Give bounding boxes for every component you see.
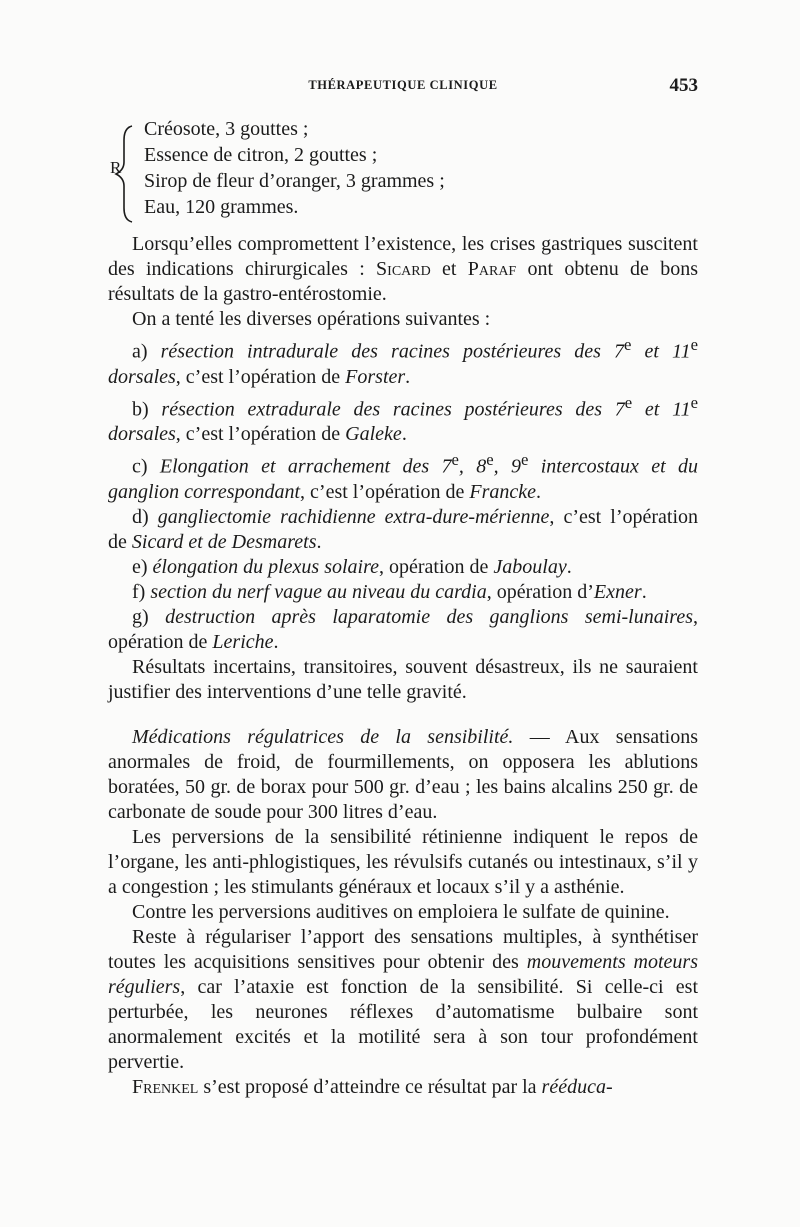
- paragraph-surgical-indications: Lorsqu’elles compromettent l’existence, les crises gastriques suscitent des indications chirurgicales : Sicard et Paraf ont obtenu de bons résultats de la gastro-entérostomie.: [108, 233, 699, 305]
- body-text: [108, 232, 698, 1100]
- paragraph-sensitivity-medications: Médications régulatrices de la sensibilité. — Aux sensations anormales de froid, de fourmillements, on opposera les ablutions boratées, 50 gr. de borax pour 500 gr. d’eau ; les bains alcalins 250 gr. de carbonate de soude pour 300 litres d’eau.: [108, 725, 698, 823]
- author-name: Frenkel: [132, 1075, 199, 1098]
- running-title: THÉRAPEUTIQUE CLINIQUE: [308, 78, 498, 92]
- prescription-line: Créosote, 3 gouttes ;: [144, 118, 309, 140]
- page-header: [108, 75, 698, 100]
- paragraph-frenkel: Frenkel s’est proposé d’atteindre ce résultat par la rééduca-: [132, 1075, 613, 1098]
- prescription-line: Sirop de fleur d’oranger, 3 grammes ;: [144, 170, 445, 192]
- operation-item: f) section du nerf vague au niveau du cardia, opération d’Exner.: [132, 580, 647, 603]
- prescription-line: Eau, 120 grammes.: [144, 196, 299, 218]
- operation-item: e) élongation du plexus solaire, opération de Jaboulay.: [132, 555, 572, 578]
- paragraph-auditory: Contre les perversions auditives on emploiera le sulfate de quinine.: [132, 900, 670, 923]
- paragraph-operations-intro: On a tenté les diverses opérations suivantes :: [132, 308, 491, 330]
- prescription-block: [110, 118, 710, 218]
- prescription-line: Essence de citron, 2 gouttes ;: [144, 144, 378, 166]
- page-number: 453: [669, 75, 698, 96]
- paragraph-retinal: Les perversions de la sensibilité rétinienne indiquent le repos de l’organe, les anti-phlogistiques, les révulsifs cutanés ou intestinaux, s’il y a congestion ; les stimulants généraux et locaux s’il y a asthénie.: [108, 825, 698, 898]
- section-heading: Médications régulatrices de la sensibilité.: [132, 725, 514, 748]
- prescription-symbol: R: [110, 158, 122, 177]
- operation-item: c) Elongation et arrachement des 7e, 8e, 9e intercostaux et du ganglion correspondant, c’est l’opération de Francke.: [108, 450, 699, 503]
- section-gap: [108, 705, 698, 725]
- paragraph-results: Résultats incertains, transitoires, souvent désastreux, ils ne sauraient justifier des interventions d’une telle gravité.: [108, 655, 698, 703]
- author-name: Sicard: [376, 258, 431, 280]
- author-name: Paraf: [467, 258, 517, 280]
- operation-item: g) destruction après laparatomie des ganglions semi-lunaires, opération de Leriche.: [108, 605, 698, 653]
- paragraph-regulation: Reste à régulariser l’apport des sensations multiples, à synthétiser toutes les acquisitions sensitives pour obtenir des mouvements moteurs réguliers, car l’ataxie est fonction de la sensibilité. Si celle-ci est perturbée, les neurones réflexes d’automatisme bulbaire sont anormalement excités et la motilité sera à son tour profondément pervertie.: [108, 925, 698, 1073]
- operation-item: b) résection extradurale des racines postérieures des 7e et 11e dorsales, c’est l’opération de Galeke.: [108, 392, 698, 446]
- operation-item: d) gangliectomie rachidienne extra-dure-mérienne, c’est l’opération de Sicard et de Desmarets.: [108, 505, 699, 553]
- operation-item: a) résection intradurale des racines postérieures des 7e et 11e dorsales, c’est l’opération de Forster.: [108, 335, 698, 388]
